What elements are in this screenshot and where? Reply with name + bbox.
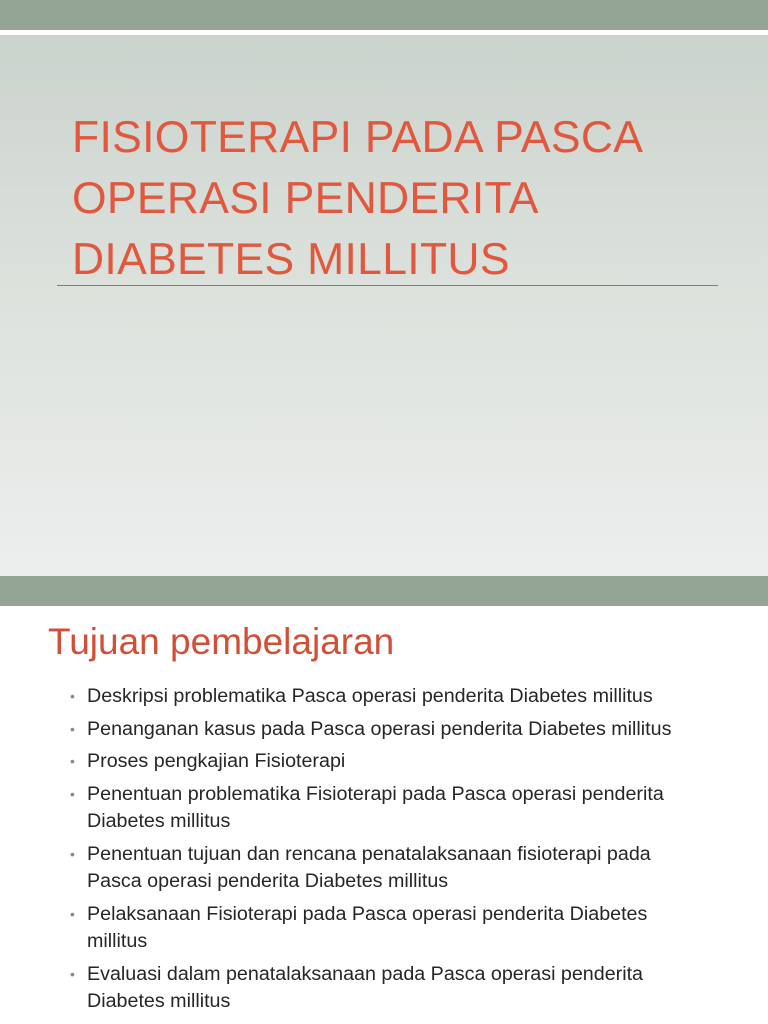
- bullet-text: Deskripsi problematika Pasca operasi penderita Diabetes millitus: [87, 685, 653, 707]
- bullet-text: Penentuan tujuan dan rencana penatalaksanaan fisioterapi pada Pasca operasi penderita Diabetes millitus: [87, 842, 651, 892]
- bullet-item: [70, 961, 700, 1016]
- slide-heading: Tujuan pembelajaran: [48, 621, 395, 662]
- bullet-text: Proses pengkajian Fisioterapi: [87, 750, 346, 772]
- bullet-text: Penentuan problematika Fisioterapi pada Pasca operasi penderita Diabetes millitus: [87, 782, 664, 832]
- bullet-list: [70, 683, 700, 1021]
- bullet-item: [70, 781, 700, 836]
- bottom-band: [0, 576, 768, 606]
- bullet-icon: •: [70, 845, 75, 862]
- bullet-item: [70, 683, 700, 711]
- title-underline: [57, 285, 718, 286]
- objectives-slide: [0, 606, 768, 1024]
- bullet-icon: •: [70, 753, 75, 769]
- bullet-text: Pelaksanaan Fisioterapi pada Pasca operasi penderita Diabetes millitus: [87, 902, 648, 952]
- bullet-icon: •: [70, 688, 75, 704]
- slide-title: FISIOTERAPI PADA PASCA OPERASI PENDERITA DIABETES MILLITUS: [72, 113, 644, 284]
- top-divider-line: [0, 30, 768, 35]
- bullet-text: Penanganan kasus pada Pasca operasi penderita Diabetes millitus: [87, 717, 672, 740]
- bullet-icon: •: [70, 720, 75, 737]
- bullet-icon: •: [70, 965, 75, 982]
- bullet-text: Evaluasi dalam penatalaksanaan pada Pasca operasi penderita Diabetes millitus: [87, 962, 644, 1012]
- bullet-item: [70, 748, 700, 776]
- bullet-item: [70, 716, 700, 744]
- bullet-item: [70, 841, 700, 896]
- bullet-icon: •: [70, 905, 75, 922]
- bullet-item: [70, 901, 700, 956]
- top-band: [0, 0, 768, 30]
- bullet-icon: •: [70, 785, 75, 802]
